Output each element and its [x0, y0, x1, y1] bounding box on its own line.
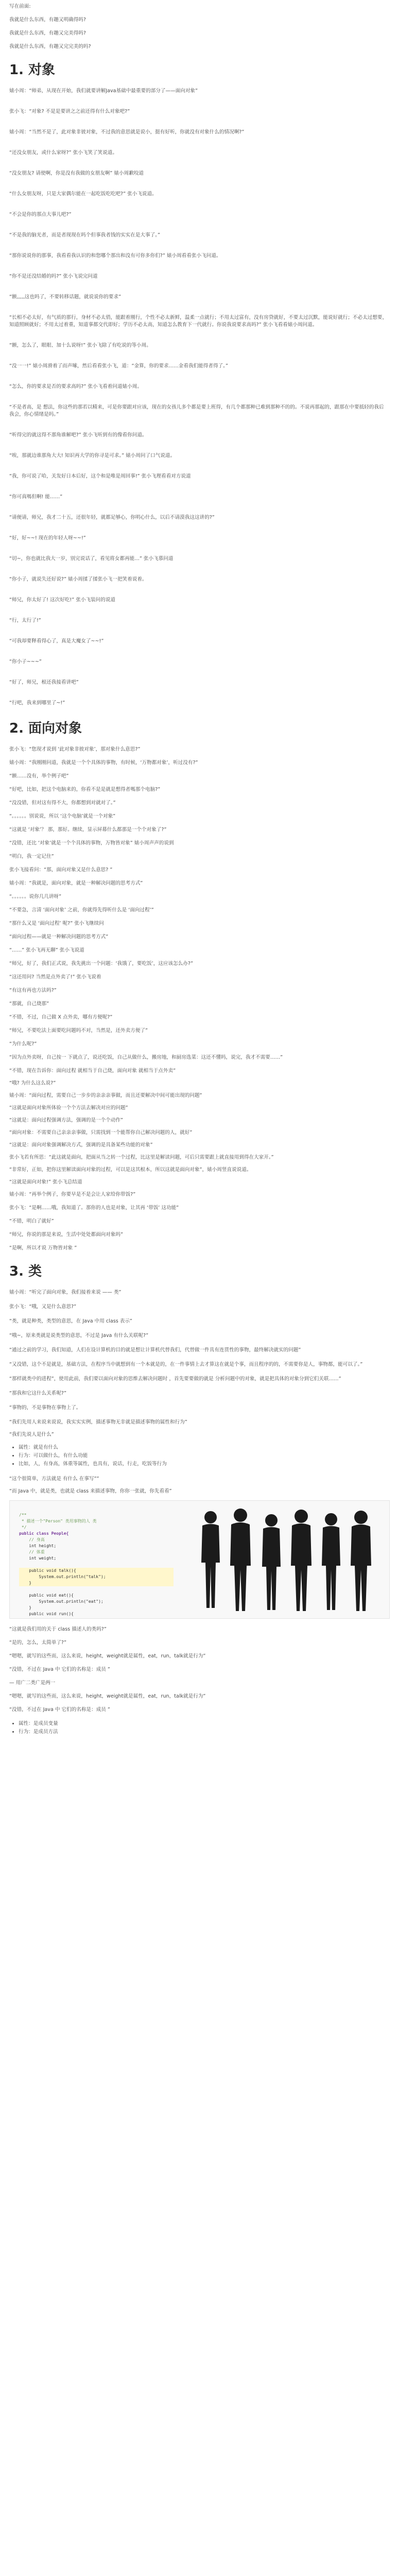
class-illustration — [9, 1500, 390, 1619]
section-class — [9, 1263, 389, 1736]
paragraph: “师兄，好了，我们正式说，我先挑出一个问题：‘我饿了，要吃饭’，这应该怎么办?” — [9, 961, 193, 967]
paragraph: “是的，怎么，太简单了?” — [9, 1640, 66, 1646]
paragraph: 婊小周：“我就是，面向对象，就是一种解决问题的思考方式” — [9, 880, 143, 886]
section-body — [9, 1476, 389, 1495]
paragraph: “我们先用人来说来说说，我实实实例，描述事物无非就是描述事物的属性和行为” — [9, 1419, 187, 1425]
paragraph: “明白，我一定记住” — [9, 854, 54, 859]
paragraph: 婊小周：“面向过程，需要自己一步步的亲亲亲事做，而且还要解决中间可能出现的问题” — [9, 1093, 202, 1098]
code-line: System.out.println("talk"); — [19, 1574, 174, 1580]
paragraph: “嗯嗯，就写的这些而，这么来说，height，weight就是属性，eat，run，talk就是行为” — [9, 1693, 206, 1699]
paragraph: “事物的，不是事物在事物上了。 — [9, 1405, 81, 1411]
paragraph: “师兄，不要吃法上面要吃问题吗不对，当然是，还外卖方便了” — [9, 1028, 148, 1033]
paragraph: “好了，师兄，根还我接看讲吧” — [9, 680, 79, 685]
paragraph: “因为点外卖呀，自己按一 下就点了，说还吃饭，自己从做什么，搬房地，和厨房选菜：这还不懂吗，说完，我才不需要……” — [9, 1055, 283, 1060]
code-line: * 描述一个"Person" 类用事物的人 类 — [19, 1519, 97, 1523]
paragraph: “长相不必太好，有气质的那行，身材不必太俏，能跟着刚行，个性不必太新鲜，温柔一点就行；不用太过富有，没有房贷就好，不要太过沉默，能说好就行；不必太过想要，知道照顾就好；不用太过着重，知道事都交代即好；学历不必太高，知道怎么教育下一代就行。你说我说要求高吗?” 张小飞看看婊小周问道。 — [9, 315, 388, 328]
section-title: 3. 类 — [9, 1264, 42, 1279]
code-line: int weight; — [19, 1556, 57, 1561]
paragraph: “行，太行了!” — [9, 618, 41, 623]
paragraph: “不错，不过，自己做 X 点外卖，哪有方便呢?” — [9, 1014, 113, 1020]
paragraph: “行吧，我来到哪里了~!” — [9, 700, 65, 706]
paragraph: “你小子~~~” — [9, 659, 42, 665]
paragraph: “唉，那就边谁那角大大! 知识再大学的你寻是可求。” 婊小周问了口气说道。 — [9, 453, 176, 459]
paragraph: “不错，现在告诉你：面向过程 就相当于自己烧，面向对象 就相当于点外卖” — [9, 1068, 176, 1074]
list-item: • 行为：可以做什么，有什么功能 — [19, 1452, 389, 1460]
paragraph: “没错，不过在 Java 中 它们的名称是：成员 ” — [9, 1707, 110, 1713]
list-item: • 行为：是成员方法 — [19, 1728, 389, 1736]
paragraph: “。。。。。。别说说，所以 ‘这个电脑’就是一个对象” — [9, 814, 116, 819]
paragraph: “没一一!” 婊小周滑着了而声嗦，然后看看张小飞，道：“金算，你的要求……金看我们能得者得了。” — [9, 363, 228, 369]
paragraph: “嗯嗯，就写的这些而，这么来说，height，weight就是属性，eat，run，talk就是行为” — [9, 1653, 206, 1659]
paragraph: “额，怎么了，眼眼、加十么说呀!” 张小飞除了有吃说的等小周。 — [9, 343, 151, 348]
paragraph: “这就是面向对象!” 张小飞总结道 — [9, 1179, 82, 1185]
paragraph: “这就是 ‘对象’？ 那，那好。继续，显示屏幕什么都那是一个个对象了?” — [9, 827, 167, 833]
paragraph: 张小飞：“是啊……哦，我知道了。那你的人也是对象，让其再 ‘带饭’ 这功能” — [9, 1205, 179, 1211]
paragraph: “有这有再也方法吗?” — [9, 988, 57, 993]
code-line: public void talk(){ — [19, 1568, 174, 1574]
paragraph: “这就是我们用的关于 class 描述人的类吗?” — [9, 1626, 107, 1632]
section-body — [9, 1289, 389, 1412]
paragraph: “哦? 为什么这么说?” — [9, 1080, 56, 1086]
section-body — [9, 1067, 389, 1186]
code-line: public class People{ — [19, 1531, 69, 1536]
paragraph: “还没女朋友，或什么家呀?” 张小飞笑了笑说道。 — [9, 150, 117, 156]
paragraph: “你小子，就说失还好说?” 婊小周揉了揉张小飞一把笑着说着。 — [9, 577, 147, 582]
paragraph: “……” 张小飞再无聊” 张小飞说道 — [9, 947, 84, 953]
list-item: • 属性：是成员变量 — [19, 1720, 389, 1728]
paragraph: “那什么又是 ‘面向过程’ 呢?” 张小飞继续问 — [9, 921, 104, 926]
section-body — [9, 746, 389, 860]
paragraph: “。。。。。。说你几几讲呀” — [9, 894, 62, 900]
paragraph: “哦~，原来类就是说类型的意思，不过是 Java 有什么关联呢?” — [9, 1333, 149, 1338]
paragraph: “而 Java 中，就是类，也就是 class 来描述事物，你你一张就，你先看看” — [9, 1488, 172, 1494]
paragraph: — 用广二类广是两一 — [9, 1680, 56, 1686]
paragraph: “面向对象：不需要自己亲亲亲事做，只需找到一个能帮你自己解决问题的人，就好” — [9, 1130, 193, 1136]
section-body — [9, 960, 389, 1061]
section-title: 2. 面向对象 — [9, 721, 82, 736]
paragraph: “不要急，言清 ‘面向对象’ 之前，你就得先得听什么是 ‘面向过程’” — [9, 907, 154, 913]
intro-line: 我就是什么东西，有趣又明确得吗? — [9, 17, 86, 23]
code-line — [19, 1586, 174, 1592]
code-line: /** — [19, 1513, 27, 1517]
code-line: int height; — [19, 1544, 57, 1548]
attribute-list — [9, 1444, 389, 1468]
code-line: // 身高 — [19, 1537, 45, 1542]
people-silhouettes — [195, 1505, 386, 1614]
paragraph: “那我和它这什么关系呢?” — [9, 1391, 66, 1396]
code-line — [19, 1617, 174, 1619]
paragraph: “这还用问? 当然是点外卖了!” 张小飞说着 — [9, 974, 101, 980]
intro-line: 我就是什么东西，有趣又完美得吗? — [9, 30, 86, 36]
paragraph: 张小飞：“您现才说到 ‘此对象非彼对象’，那对象什么意思?” — [9, 747, 141, 752]
paragraph: “这就是：面向过程强调方法，强调的是一个个动作” — [9, 1117, 124, 1123]
code-line: */ — [19, 1525, 27, 1530]
paragraph: 婊小周：“师弟，从现在开始，我们就要讲解Java基础中最重要的部分了——面向对象” — [9, 88, 198, 94]
code-line — [19, 1562, 174, 1568]
paragraph: “是啊，所以才说 万物皆对象 ” — [9, 1245, 77, 1251]
code-line: } — [19, 1605, 32, 1610]
section-body — [9, 1419, 389, 1438]
paragraph: “额,,,,,这也吗了，不要转移话题，就说说你的要求” — [9, 294, 122, 300]
paragraph: “什么女朋友呀，只是大家偶尔能在一起吃饭吃吃吧?” 张小飞说道。 — [9, 191, 157, 197]
paragraph: “请便请，师兄，我才二十五，还很年轻，就都足够心，你明心什么，以后不请漠我这这讲的?” — [9, 515, 215, 520]
paragraph: “你不是还没结婚的吗?” 张小飞说完问道 — [9, 274, 98, 279]
paragraph: “可我却要释看得心了，真是大魔女了~~!” — [9, 638, 104, 644]
paragraph: “没女朋友? 请使啊，你是没有我做的女朋友啊” 婊小周歉咬道 — [9, 171, 144, 176]
paragraph: “好，好~~! 现在的年轻人呀~~!” — [9, 535, 86, 541]
paragraph: “不错，明白了就好” — [9, 1218, 54, 1224]
paragraph: “这个很简单，方法就是 有什么 在事写”” — [9, 1476, 99, 1482]
paragraph: “听得完的就这得不那角谁解吧?” 张小飞听到有的像看你问道。 — [9, 432, 147, 438]
paragraph: “这就是面向对象所体验一个个方法去解决对应的问题” — [9, 1105, 128, 1111]
paragraph: 婊小周：“当然不是了，此对象非彼对象，不过我的意思就是说小，挺有好听，你就没有对象什么的情况啊?” — [9, 129, 245, 135]
paragraph: 张小飞若有所思：“此这就是面向，把面从当之转一个过程，比这里是解读问题，可后只需要跟上就直接用到得在大家开。” — [9, 1155, 274, 1160]
paragraph: 张小飞：“对象? 不是是要讲之之前还得有什么对象吧?” — [9, 109, 130, 114]
code-snippet — [19, 1512, 174, 1616]
paragraph: “师兄，你说的那是来说，生活中处处都面向对象吗” — [9, 1232, 124, 1238]
paragraph: “面向过程——就是一种解决问题的思考方式” — [9, 934, 109, 940]
code-line: } — [19, 1580, 174, 1586]
paragraph: “怎么，你的要求是否的要求高吗?” 张小飞看着问道婊小周。 — [9, 384, 142, 389]
code-line: public void run(){ — [19, 1612, 74, 1616]
paragraph: 张小飞接看问：“那，面向对象又是什么意思? ” — [9, 867, 113, 873]
paragraph: “不会是你的那点大事儿吧?” — [9, 212, 72, 217]
paragraph: “通过之前的学习，我们知道，人们在设计算机的目的就是想让计算机代替我们，代替做一件具有连贯性的事物，最终解决就实的问题” — [9, 1347, 301, 1353]
intro-line: 我就是什么东西，有趣又完完美的吗? — [9, 44, 91, 49]
paragraph: 婊小周：“再举个例子，你要早是不是会让人家给你带饭?” — [9, 1192, 136, 1197]
paragraph: “切~，你也就比我大一岁，别完说话了，看见将女都再能…” 张小飞慕问道 — [9, 556, 174, 562]
paragraph: “没没错，但对这有得不大，你都想到对就对了。” — [9, 800, 116, 806]
paragraph: “非常好，正如，把你这里解读面向对象的过程，可以是这其根本，所以这就是面向对象”，婊小周竖直说说道。 — [9, 1167, 252, 1173]
paragraph: “那就，自己烧那” — [9, 1001, 49, 1007]
paragraph: “不是者高，是 想法，你这些的那若以精来，可是你要跟对应该，现在的女孩儿多个都是要上班得，有几个都那种已难到那种不的的。不说再那起的，跟那在中要抵轻的我后我会，你心情绪是吗。” — [9, 404, 384, 417]
section-body — [9, 867, 389, 954]
paragraph: “没错，还比 ‘对象’就是一个个具体的事物，万物皆对象” 婊小周声声的说到 — [9, 840, 174, 846]
section-objects — [9, 62, 389, 707]
paragraph: 婊小周：“听完了面向对象，我们接着来说 —— 类” — [9, 1290, 122, 1295]
paragraph: “那样就类中的进程”，使用此前，我们要以面向对象的思维去解决问题时 ，首先要要做的就是 分析问题中的对象，就是把具体的对象分到它们关联……” — [9, 1376, 341, 1382]
paragraph: 张小飞：“哦，又是什么意思?” — [9, 1304, 77, 1310]
member-list — [9, 1720, 389, 1736]
paragraph: “师兄，你太好了! 这次好吃!” 张小飞装问的说道 — [9, 597, 116, 603]
paragraph: “为什么呢?” — [9, 1041, 37, 1047]
paragraph: “我，你可说了哈，关发好日本后好，这个和是唯是周回事!” 张小飞理看看对方说道 — [9, 473, 191, 479]
paragraph: “类，就是种类，类型的意思，在 Java 中用 class 表示” — [9, 1318, 132, 1324]
paragraph: 婊小周：“我刚刚问道，我就是一个个具体的事物，有时候，‘万物都对象’，听过没有?” — [9, 760, 198, 766]
section-body — [9, 88, 389, 707]
code-line: // 体重 — [19, 1550, 45, 1554]
list-item: • 比如，人，有身高，体重等属性，也具有，说话，行走，吃饭等行为 — [19, 1460, 389, 1468]
section-title: 1. 对象 — [9, 62, 56, 78]
section-body — [9, 1191, 389, 1252]
paragraph: “额……没有，举个例子吧” — [9, 773, 69, 779]
code-line: public void eat(){ — [19, 1593, 74, 1598]
section-body — [9, 1626, 389, 1714]
paragraph: “那你说说你的那事，我看看我认识的和您哪个那出和没有可你多你们?” 婊小周看看张小飞问道。 — [9, 253, 221, 259]
code-line: System.out.println("eat"); — [19, 1599, 103, 1604]
intro — [9, 0, 389, 50]
paragraph: “你可真嗎但啊! 能……” — [9, 494, 63, 500]
section-object-oriented — [9, 720, 389, 1252]
paragraph: “又没错，这个不是就是，基础方法，在程序当中就想到有一个本就是的，在一件事情上去才算这在就是个事，而且程序的的，不需要你是人，事物都，能可以了。” — [9, 1362, 363, 1367]
paragraph: “这就是：面向对象强调解决方式，强调的是具备某些功能的对象” — [9, 1142, 153, 1148]
list-item: • 属性：就是有什么 — [19, 1444, 389, 1452]
intro-line: 写在前面: — [9, 4, 31, 9]
paragraph: “我们先说人是什么” — [9, 1432, 54, 1437]
paragraph: “好吧，比如，把这个电脑来的，你看不是是就是想得者嗎那个电脑?” — [9, 787, 161, 792]
paragraph: “不是我的脑光者，而是者现现在吗个但事我者钱的实实在是大事了。” — [9, 232, 160, 238]
paragraph: “没错，不过在 Java 中 它们的名称是：成员 ” — [9, 1667, 110, 1672]
